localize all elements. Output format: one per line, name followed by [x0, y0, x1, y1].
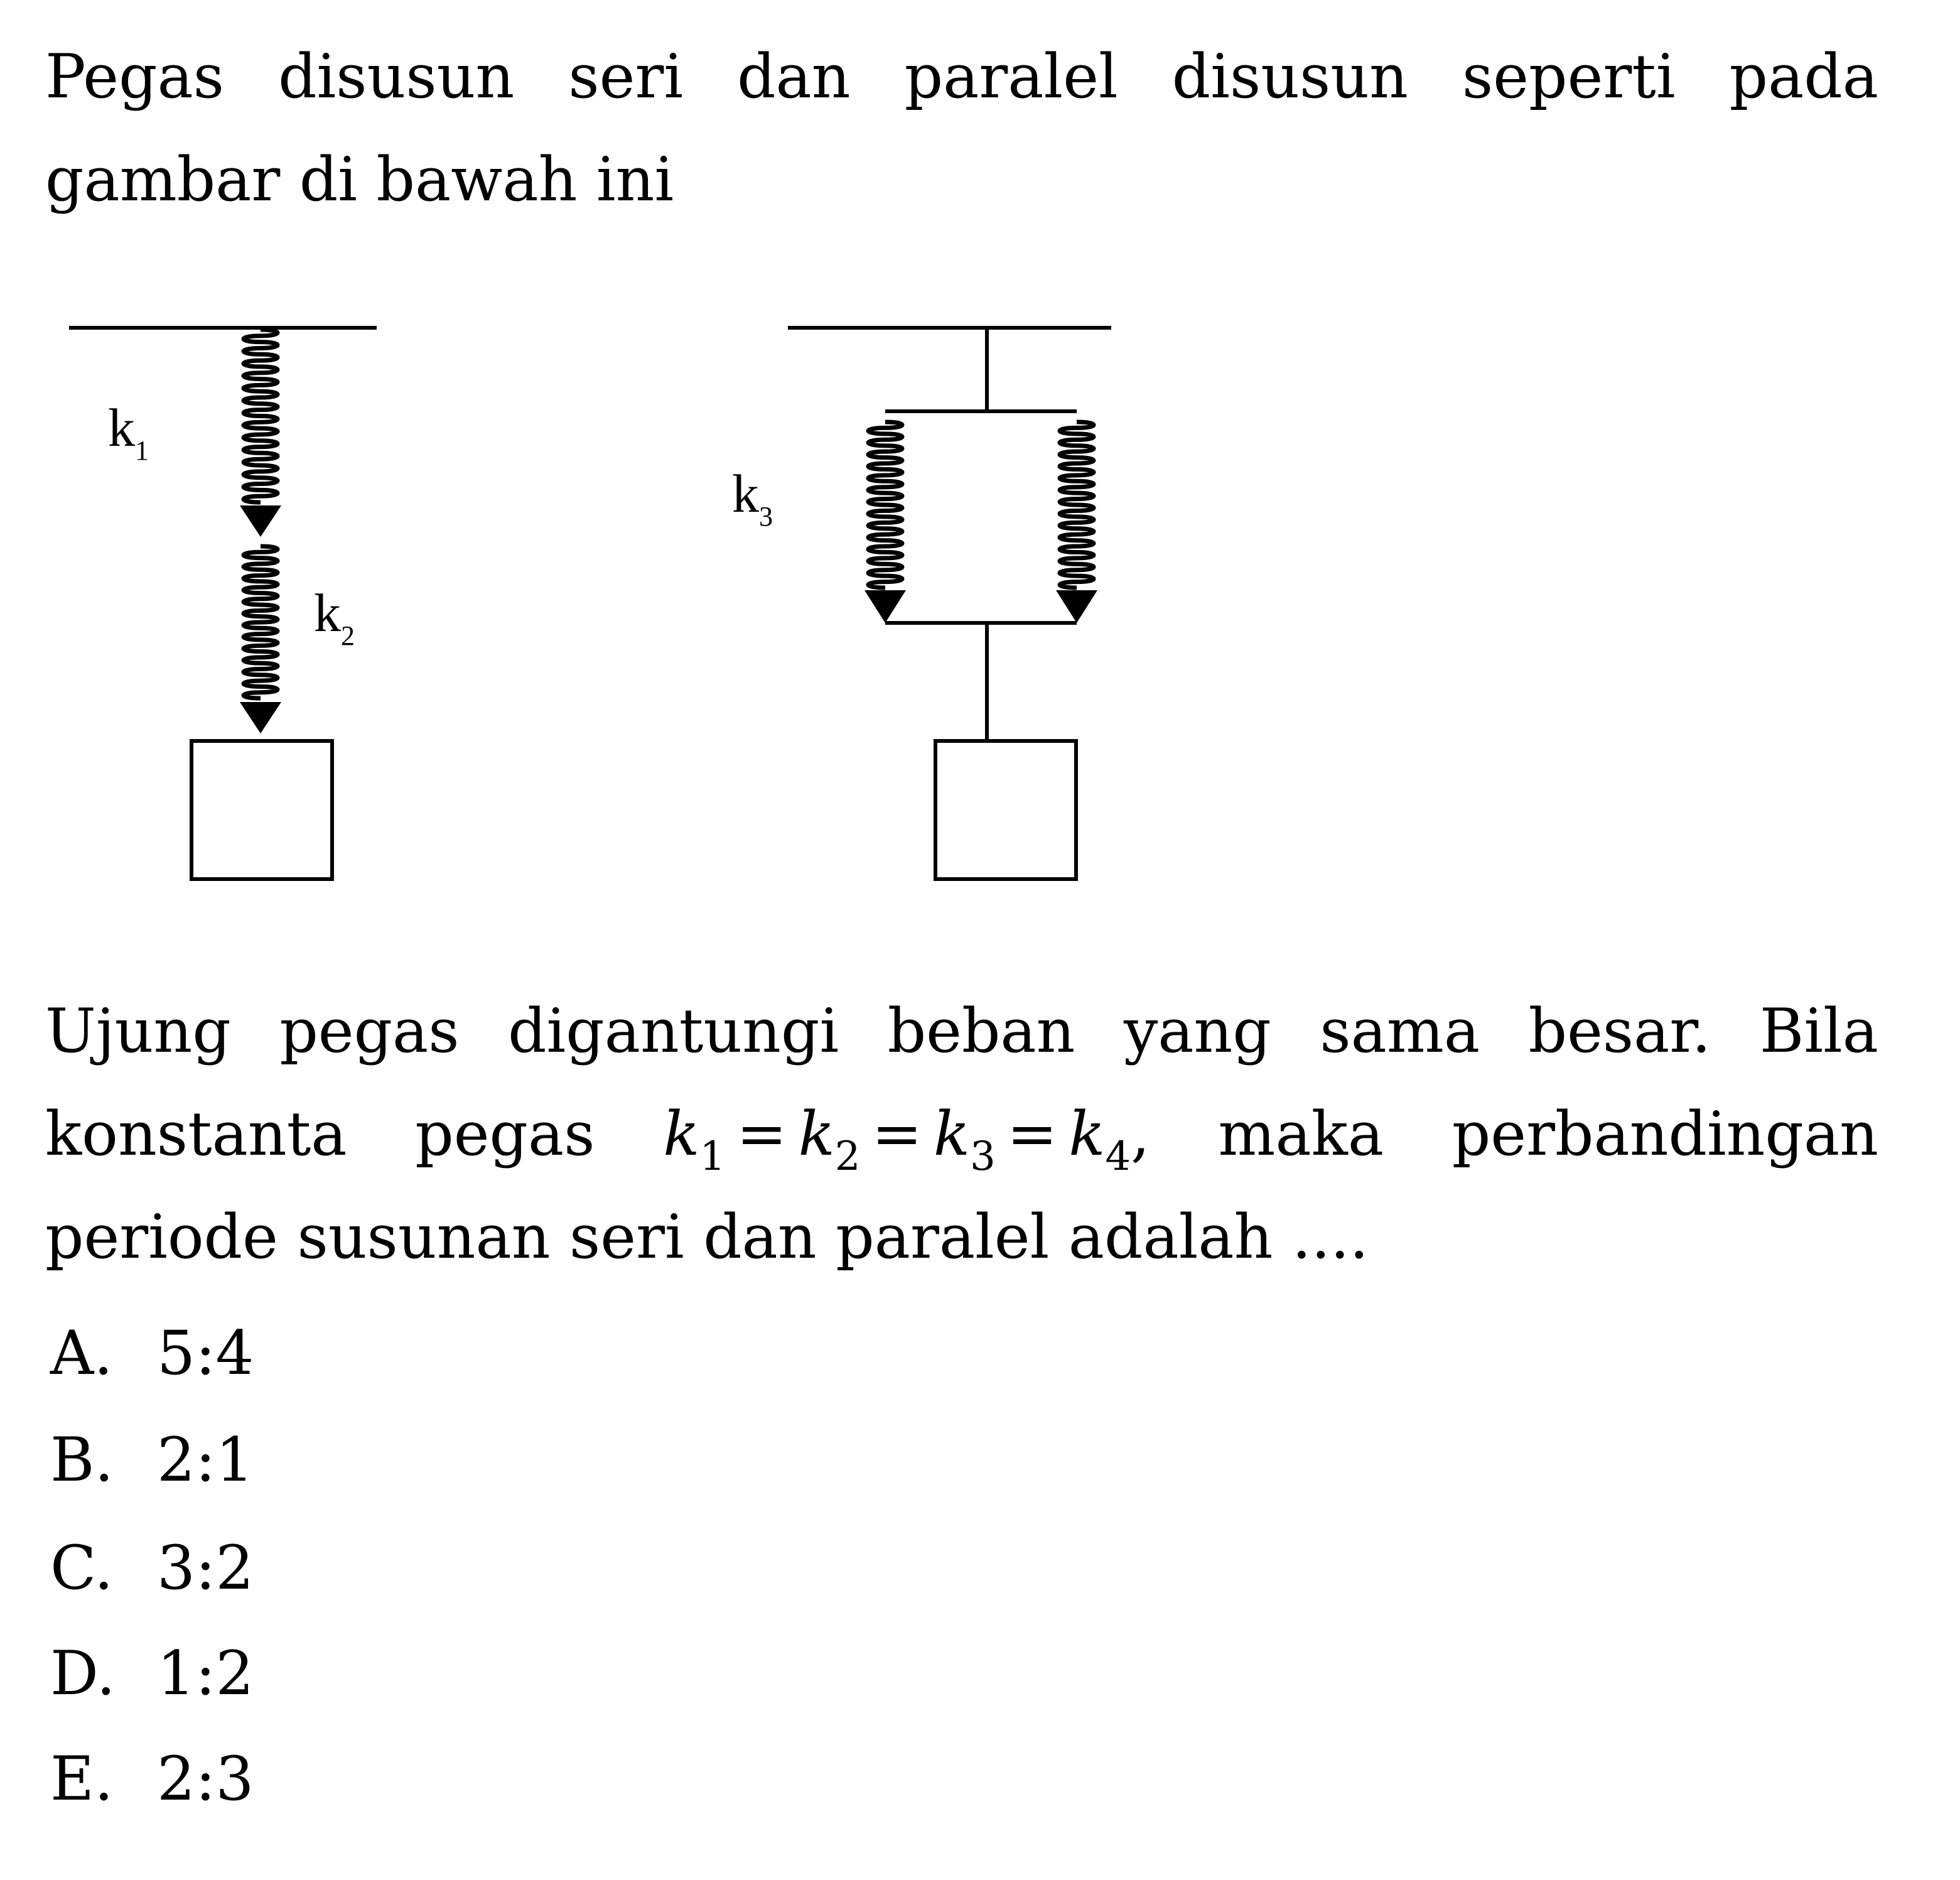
formula-k3: $k_3$ — [933, 1099, 996, 1180]
formula-k1: $k_1$ — [663, 1099, 726, 1180]
option-d[interactable]: D. 1:2 — [50, 1638, 254, 1709]
question-body: Ujung pegas digantungi beban yang sama besar. Bila konstanta pegas $k_1 = k_2 = k_3 = k_4$, maka perbandingan periode susunan seri dan paralel adalah .... — [45, 996, 1879, 1272]
series-mass-block — [191, 741, 332, 879]
spring-k3-right — [1060, 422, 1094, 588]
option-e[interactable]: E. 2:3 — [50, 1744, 254, 1814]
label-k1: $k_1$ — [108, 397, 149, 466]
spring-k3-right-hook — [1056, 590, 1097, 623]
option-b[interactable]: B. 2:1 — [50, 1425, 254, 1495]
formula-k4: $k_4$ — [1069, 1099, 1131, 1180]
spring-diagram — [0, 283, 1193, 910]
question-intro: Pegas disusun seri dan paralel disusun seperti pada gambar di bawah ini — [45, 41, 1878, 215]
option-c[interactable]: C. 3:2 — [50, 1533, 254, 1603]
spring-k3-left — [868, 422, 902, 588]
spring-k2-hook — [240, 702, 281, 733]
spring-k1 — [244, 330, 277, 502]
parallel-mass-block — [935, 741, 1076, 879]
label-k2: $k_2$ — [314, 583, 355, 651]
label-k3: $k_3$ — [732, 463, 773, 532]
spring-k1-hook — [240, 505, 281, 537]
spring-k3-left-hook — [864, 590, 906, 623]
spring-k2 — [244, 546, 277, 698]
option-a[interactable]: A. 5:4 — [50, 1318, 254, 1388]
formula-k2: $k_2$ — [798, 1099, 861, 1180]
